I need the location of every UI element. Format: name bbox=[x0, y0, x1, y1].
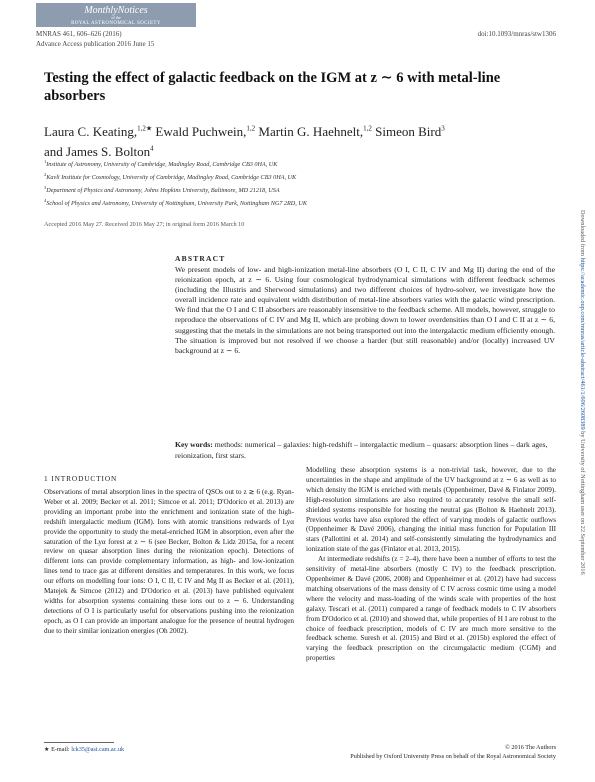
abstract-text: We present models of low- and high-ionization metal-line absorbers (O I, C II, C IV and Mg II) during the end of the reionization epoch, at z ∼ 6. Using four cosmological hydrodynamical simulations with different feedback schemes (including the Illustris and Sherwood simulations) and two different choices of hydro-solver, we investigate how the overall incidence rate and equivalent width distribution of metal-line absorbers varies with the galactic wind prescription. We find that the O I and C II absorbers are reasonably insensitive to the feedback scheme. All models, however, struggle to reproduce the observations of C IV and Mg II, which are probing down to lower overdensities than O I and C II at z ∼ 6, suggesting that the metals in the simulations are not being transported out into the intergalactic medium efficiently enough. The situation is improved but not resolved if we choose a harder (but still reasonable) and/or (locally) increased UV background at z ∼ 6. bbox=[175, 265, 555, 355]
keywords bbox=[175, 440, 555, 461]
accepted-dates: Accepted 2016 May 27. Received 2016 May 27; in original form 2016 March 10 bbox=[44, 221, 245, 228]
download-url-link[interactable]: https://academic.oup.com/mnras/article-abstract/461/1/606/2608389 bbox=[579, 257, 586, 430]
affiliation-3: $^3$Department of Physics and Astronomy, Johns Hopkins University, Baltimore, MD 21218, USA bbox=[44, 184, 280, 194]
author-4: Simeon Bird$^3$ bbox=[375, 124, 445, 140]
abstract-heading: ABSTRACT bbox=[175, 254, 226, 263]
author-list bbox=[44, 121, 554, 160]
paragraph: At intermediate redshifts (z = 2–4), there have been a number of efforts to test the sensitivity of metal-line absorbers (mostly C IV) to the feedback prescription. Oppenheimer & Davé (2006, 2008) and Oppenheimer et al. (2012) have had success matching observations of the mass density of C IV across cosmic time using a model where the velocity and mass-loading of the winds scale with properties of the host galaxy. Tescari et al. (2011) compared a range of feedback models to C IV absorbers from D'Odorico et al. (2010) and showed that, while properties of H I are robust to the choice of feedback prescription, models of C IV are much more sensitive to the feedback scheme. Suresh et al. (2015) and Bird et al. (2015b) explored the effect of varying the feedback prescription on the circumgalactic medium (CGM) and properties bbox=[306, 555, 556, 663]
publisher-line: Published by Oxford University Press on behalf of the Royal Astronomical Society bbox=[350, 753, 556, 760]
download-suffix: by University of Nottingham user on 22 September 2016 bbox=[579, 429, 586, 575]
affiliation-4: $^4$School of Physics and Astronomy, University of Nottingham, University Park, Nottingham NG7 2RD, UK bbox=[44, 197, 307, 207]
affiliation-1: $^1$Institute of Astronomy, University of Cambridge, Madingley Road, Cambridge CB3 0HA, UK bbox=[44, 159, 278, 169]
logo-line2: of the bbox=[111, 15, 121, 20]
download-prefix: Downloaded from bbox=[579, 210, 586, 258]
paper-title: Testing the effect of galactic feedback on the IGM at z ∼ 6 with metal-line absorbers bbox=[44, 70, 501, 104]
doi-link[interactable]: doi:10.1093/mnras/stw1306 bbox=[477, 30, 556, 38]
section-heading: 1 INTRODUCTION bbox=[44, 474, 118, 483]
footnote bbox=[44, 746, 124, 753]
email-link[interactable]: lck35@ast.cam.ac.uk bbox=[71, 746, 125, 753]
paragraph: Observations of metal absorption lines in the spectra of QSOs out to z ≳ 6 (e.g. Ryan-Weber et al. 2009; Becker et al. 2011; Simcoe et al. 2011; D'Odorico et al. 2013) are providing an important probe into the enrichment and ionization state of the high-redshift intergalactic medium (IGM). Ions with atomic transitions redwards of Lyα provide the opportunity to study the metal-enriched IGM in absorption, even after the saturation of the Lyα forest at z ∼ 6 (see Becker, Bolton & Lidz 2015a, for a recent review on quasar absorption lines during the reionization epoch). Detections of different ions can provide complementary information, as high- and low-ionization lines tend to trace gas at different densities and temperatures. In this work, we focus our efforts on modelling four ions: O I, C II, C IV and Mg II as Becker et al. (2011), Matejek & Simcoe (2012) and D'Odorico et al. (2013) have published equivalent widths for absorption systems containing these ions out to z ∼ 6. Understanding detections of O I is particularly useful for observations pushing into the reionization epoch, as O I can provide an important analogue for the presence of neutral hydrogen due to their similar ionization energies (Oh 2002). bbox=[44, 488, 294, 635]
author-3: Martin G. Haehnelt,$^{1,2}$ bbox=[258, 124, 372, 140]
footnote-rule bbox=[44, 742, 114, 743]
journal-citation: MNRAS 461, 606–626 (2016) bbox=[36, 30, 122, 38]
body-column-left bbox=[44, 488, 294, 637]
affiliation-2: $^2$Kavli Institute for Cosmology, University of Cambridge, Madingley Road, Cambridge CB3 0HA, UK bbox=[44, 171, 297, 181]
author-5: and James S. Bolton$^4$ bbox=[44, 143, 154, 159]
author-2: Ewald Puchwein,$^{1,2}$ bbox=[155, 124, 256, 140]
logo-line3: ROYAL ASTRONOMICAL SOCIETY bbox=[71, 21, 161, 26]
download-notice bbox=[574, 210, 586, 775]
advance-access-line: Advance Access publication 2016 June 15 bbox=[36, 40, 155, 48]
logo-line1: MonthlyNotices bbox=[84, 5, 148, 16]
keywords-text: methods: numerical – galaxies: high-redshift – intergalactic medium – quasars: absorption lines – dark ages, reionization, first stars. bbox=[175, 440, 548, 460]
footnote-label: ★ E-mail: bbox=[44, 746, 72, 753]
keywords-label: Key words: bbox=[175, 440, 213, 449]
author-1: Laura C. Keating,$^{1,2★}$ bbox=[44, 124, 153, 140]
journal-logo bbox=[36, 3, 196, 27]
body-column-right bbox=[306, 466, 556, 664]
copyright-line: © 2016 The Authors bbox=[505, 744, 556, 751]
affiliations bbox=[44, 157, 554, 208]
paragraph: Modelling these absorption systems is a non-trivial task, however, due to the uncertainties in the shape and amplitude of the UV background at z ∼ 6 as well as to which density the IGM is enriched with metals (Oppenheimer, Davé & Finlator 2009). High-resolution simulations are also required to accurately resolve the small self-shielded systems responsible for hosting the neutral gas (Bolton & Haehnelt 2013). Previous works have also explored the effect of varying models of galactic outflows (Oppenheimer & Davé 2006), changing the initial mass function for Population III stars (Pallottini et al. 2014) and self-consistently simulating the hydrodynamics and ionization state of the gas (Finlator et al. 2013, 2015). bbox=[306, 466, 556, 554]
